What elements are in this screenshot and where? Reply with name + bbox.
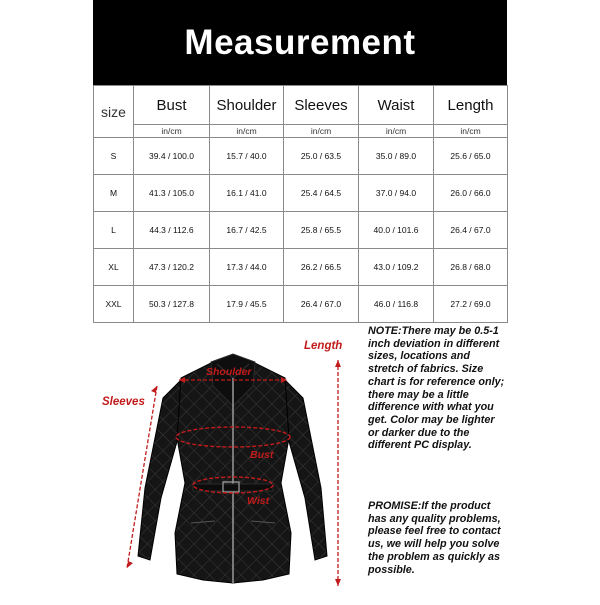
value-cell: 39.4 / 100.0 — [134, 138, 210, 175]
value-cell: 25.6 / 65.0 — [434, 138, 508, 175]
unit-label: in/cm — [359, 125, 434, 138]
unit-label: in/cm — [434, 125, 508, 138]
table-row — [94, 249, 508, 286]
sleeves-label: Sleeves — [102, 396, 145, 408]
shoulder-label: Shoulder — [206, 366, 252, 378]
value-cell: 26.4 / 67.0 — [434, 212, 508, 249]
size-column-header: size — [94, 86, 134, 138]
title-banner — [93, 0, 507, 85]
quality-promise: PROMISE:If the product has any quality problems, please feel free to contact us, we will help you solve the problem as quickly as possible. — [368, 500, 501, 576]
jacket-illustration — [93, 318, 368, 600]
column-header-shoulder: Shoulder — [210, 86, 284, 125]
size-cell: M — [94, 175, 134, 212]
size-cell: S — [94, 138, 134, 175]
value-cell: 16.7 / 42.5 — [210, 212, 284, 249]
value-cell: 17.3 / 44.0 — [210, 249, 284, 286]
value-cell: 26.8 / 68.0 — [434, 249, 508, 286]
size-chart-table — [93, 85, 508, 323]
size-cell: L — [94, 212, 134, 249]
unit-label: in/cm — [210, 125, 284, 138]
value-cell: 43.0 / 109.2 — [359, 249, 434, 286]
value-cell: 17.9 / 45.5 — [210, 286, 284, 323]
value-cell: 44.3 / 112.6 — [134, 212, 210, 249]
value-cell: 26.0 / 66.0 — [434, 175, 508, 212]
column-header-bust: Bust — [134, 86, 210, 125]
value-cell: 26.2 / 66.5 — [284, 249, 359, 286]
value-cell: 26.4 / 67.0 — [284, 286, 359, 323]
value-cell: 25.8 / 65.5 — [284, 212, 359, 249]
table-row — [94, 286, 508, 323]
unit-row — [94, 125, 508, 138]
jacket-shape — [138, 354, 327, 583]
column-header-waist: Waist — [359, 86, 434, 125]
value-cell: 41.3 / 105.0 — [134, 175, 210, 212]
size-cell: XXL — [94, 286, 134, 323]
jacket-measurement-diagram — [93, 318, 368, 600]
value-cell: 27.2 / 69.0 — [434, 286, 508, 323]
table-row — [94, 175, 508, 212]
bust-label: Bust — [250, 449, 274, 461]
value-cell: 15.7 / 40.0 — [210, 138, 284, 175]
column-header-length: Length — [434, 86, 508, 125]
unit-label: in/cm — [134, 125, 210, 138]
value-cell: 47.3 / 120.2 — [134, 249, 210, 286]
value-cell: 50.3 / 127.8 — [134, 286, 210, 323]
unit-label: in/cm — [284, 125, 359, 138]
table-row — [94, 138, 508, 175]
waist-label: Wist — [247, 495, 270, 507]
page-title: Measurement — [184, 22, 416, 62]
value-cell: 46.0 / 116.8 — [359, 286, 434, 323]
value-cell: 25.0 / 63.5 — [284, 138, 359, 175]
size-cell: XL — [94, 249, 134, 286]
header-row — [94, 86, 508, 125]
column-header-sleeves: Sleeves — [284, 86, 359, 125]
value-cell: 25.4 / 64.5 — [284, 175, 359, 212]
length-measure-line — [335, 360, 341, 586]
value-cell: 37.0 / 94.0 — [359, 175, 434, 212]
length-label: Length — [304, 340, 343, 352]
table-row — [94, 212, 508, 249]
sizing-note: NOTE:There may be 0.5-1 inch deviation in different sizes, locations and stretch of fabrics. Size chart is for reference only; there may be a little difference with what you get. Color may be lighter or darker due to the different PC display. — [368, 325, 505, 452]
value-cell: 40.0 / 101.6 — [359, 212, 434, 249]
value-cell: 35.0 / 89.0 — [359, 138, 434, 175]
value-cell: 16.1 / 41.0 — [210, 175, 284, 212]
